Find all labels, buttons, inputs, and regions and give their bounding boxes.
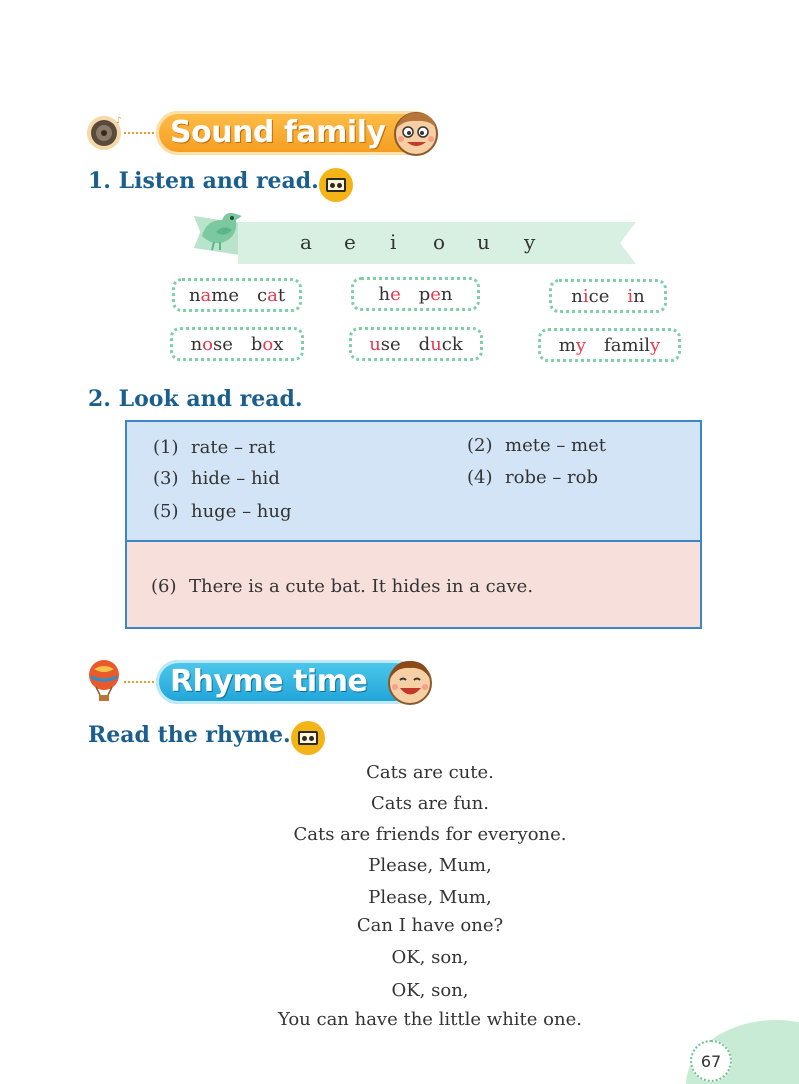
rhyme-time-title: Rhyme time — [156, 660, 417, 704]
word-box-o — [170, 327, 304, 361]
page-number: 67 — [690, 1040, 732, 1082]
look-and-read-heading: 2. Look and read. — [88, 386, 303, 412]
item-4: (4) robe – rob — [467, 467, 599, 488]
rhyme-line: OK, son, — [391, 980, 469, 1001]
banner-dotted-line — [124, 681, 158, 683]
word-box: box — [250, 333, 284, 355]
sound-family-banner — [86, 108, 456, 158]
rhyme-line: OK, son, — [391, 947, 469, 968]
cassette-tape-icon[interactable] — [291, 721, 325, 755]
word-my: my — [558, 334, 587, 356]
word-box-i — [549, 279, 667, 313]
vowel-u: u — [477, 230, 490, 254]
item-2: (2) mete – met — [467, 435, 607, 456]
read-the-rhyme-heading: Read the rhyme. — [88, 722, 291, 748]
word-he: he — [378, 283, 401, 305]
item-6: (6) There is a cute bat. It hides in a cave. — [151, 576, 534, 597]
item-1: (1) rate – rat — [153, 437, 276, 458]
word-box-u — [349, 327, 483, 361]
word-duck: duck — [418, 333, 463, 355]
vowel-o: o — [433, 230, 446, 254]
rhyme-line: Cats are fun. — [371, 793, 489, 814]
rhyme-time-banner — [86, 657, 456, 707]
word-use: use — [369, 333, 401, 355]
word-in: in — [627, 285, 645, 307]
word-pen: pen — [418, 283, 453, 305]
vowel-a: a — [300, 230, 312, 254]
rhyme-line: You can have the little white one. — [278, 1009, 582, 1030]
svg-text:♪: ♪ — [116, 116, 122, 126]
hot-air-balloon-icon — [86, 659, 122, 703]
word-box-a — [172, 278, 302, 312]
rhyme-line: Can I have one? — [356, 915, 504, 936]
rhyme-line: Please, Mum, — [368, 855, 492, 876]
boy-face-icon — [390, 108, 442, 158]
rhyme-line: Cats are cute. — [366, 762, 494, 783]
banner-dotted-line — [124, 132, 158, 134]
item-5: (5) huge – hug — [153, 501, 292, 522]
item-3: (3) hide – hid — [153, 468, 280, 489]
word-box-y — [538, 328, 681, 362]
sound-family-title: Sound family — [156, 111, 436, 155]
word-nice: nice — [571, 285, 610, 307]
bird-icon — [196, 206, 244, 254]
listen-and-read-heading: 1. Listen and read. — [88, 168, 319, 194]
word-nose: nose — [190, 333, 233, 355]
word-name: name — [188, 284, 239, 306]
word-cat: cat — [257, 284, 286, 306]
word-family: family — [604, 334, 661, 356]
vowel-y: y — [524, 230, 536, 254]
rhyme-line: Cats are friends for everyone. — [293, 824, 567, 845]
vowel-i: i — [390, 230, 397, 254]
rhyme-line: Please, Mum, — [368, 887, 492, 908]
cassette-tape-icon[interactable] — [319, 168, 353, 202]
speaker-icon — [86, 115, 122, 151]
word-box-e — [351, 277, 480, 311]
boy-face-icon — [384, 657, 436, 707]
vowel-e: e — [344, 230, 356, 254]
